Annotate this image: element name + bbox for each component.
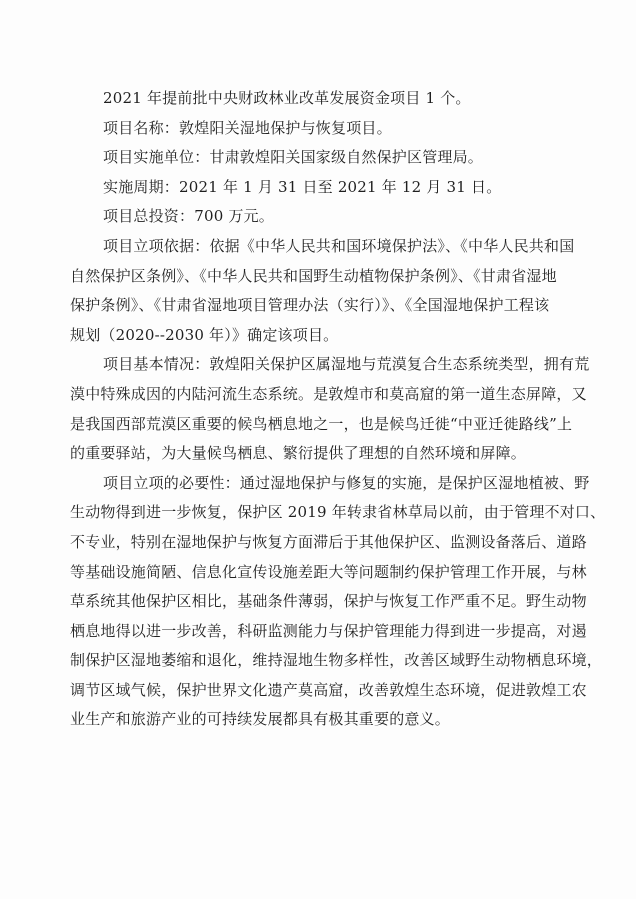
basis-line: 规划（2020--2030 年）》确定该项目。 [70, 325, 339, 344]
project-name-paragraph [70, 114, 590, 144]
implementing-unit-line: 项目实施单位：甘肃敦煌阳关国家级自然保护区管理局。 [103, 148, 484, 167]
basis-line: 保护条例》、《甘肃省湿地项目管理办法（实行）》、《全国湿地保护工程该 [70, 296, 550, 315]
implementing-unit-paragraph [70, 143, 590, 173]
basis-paragraph [70, 232, 590, 350]
situation-line: 项目基本情况：敦煌阳关保护区属湿地与荒漠复合生态系统类型，拥有荒 [103, 355, 590, 374]
situation-paragraph [70, 350, 590, 468]
necessity-line: 项目立项的必要性：通过湿地保护与修复的实施，是保护区湿地植被、野 [103, 473, 590, 492]
necessity-paragraph [70, 469, 606, 735]
necessity-line: 不专业，特别在湿地保护与恢复方面滞后于其他保护区、监测设备落后、道路 [70, 532, 587, 551]
period-paragraph [70, 173, 590, 203]
document-body [70, 84, 606, 735]
necessity-line: 等基础设施简陋、信息化宣传设施差距大等问题制约保护管理工作开展，与林 [70, 562, 587, 581]
basis-line: 自然保护区条例》、《中华人民共和国野生动植物保护条例》、《甘肃省湿地 [70, 266, 557, 285]
investment-paragraph [70, 202, 590, 232]
necessity-line: 调节区域气候，保护世界文化遗产莫高窟，改善敦煌生态环境，促进敦煌工农 [70, 680, 587, 699]
situation-line: 漠中特殊成因的内陆河流生态系统。是敦煌市和莫高窟的第一道生态屏障，又 [70, 384, 587, 403]
necessity-line: 栖息地得以进一步改善，科研监测能力与保护管理能力得到进一步提高，对遏 [70, 621, 587, 640]
period-line: 实施周期：2021 年 1 月 31 日至 2021 年 12 月 31 日。 [103, 177, 502, 196]
necessity-line: 制保护区湿地萎缩和退化，维持湿地生物多样性，改善区域野生动物栖息环境， [70, 651, 603, 670]
situation-line: 的重要驿站，为大量候鸟栖息、繁衍提供了理想的自然环境和屏障。 [70, 444, 527, 463]
situation-line: 是我国西部荒漠区重要的候鸟栖息地之一，也是候鸟迁徙“中亚迁徙路线”上 [70, 414, 573, 433]
necessity-line: 业生产和旅游产业的可持续发展都具有极其重要的意义。 [70, 710, 451, 729]
project-name-line: 项目名称：敦煌阳关湿地保护与恢复项目。 [103, 118, 392, 137]
investment-line: 项目总投资：700 万元。 [103, 207, 274, 226]
intro-paragraph [70, 84, 590, 114]
basis-line: 项目立项依据：依据《中华人民共和国环境保护法》、《中华人民共和国 [103, 236, 575, 255]
necessity-line: 生动物得到进一步恢复，保护区 2019 年转隶省林草局以前，由于管理不对口、 [70, 503, 606, 522]
necessity-line: 草系统其他保护区相比，基础条件薄弱，保护与恢复工作严重不足。野生动物 [70, 592, 587, 611]
intro-line: 2021 年提前批中央财政林业改革发展资金项目 1 个。 [103, 89, 471, 107]
